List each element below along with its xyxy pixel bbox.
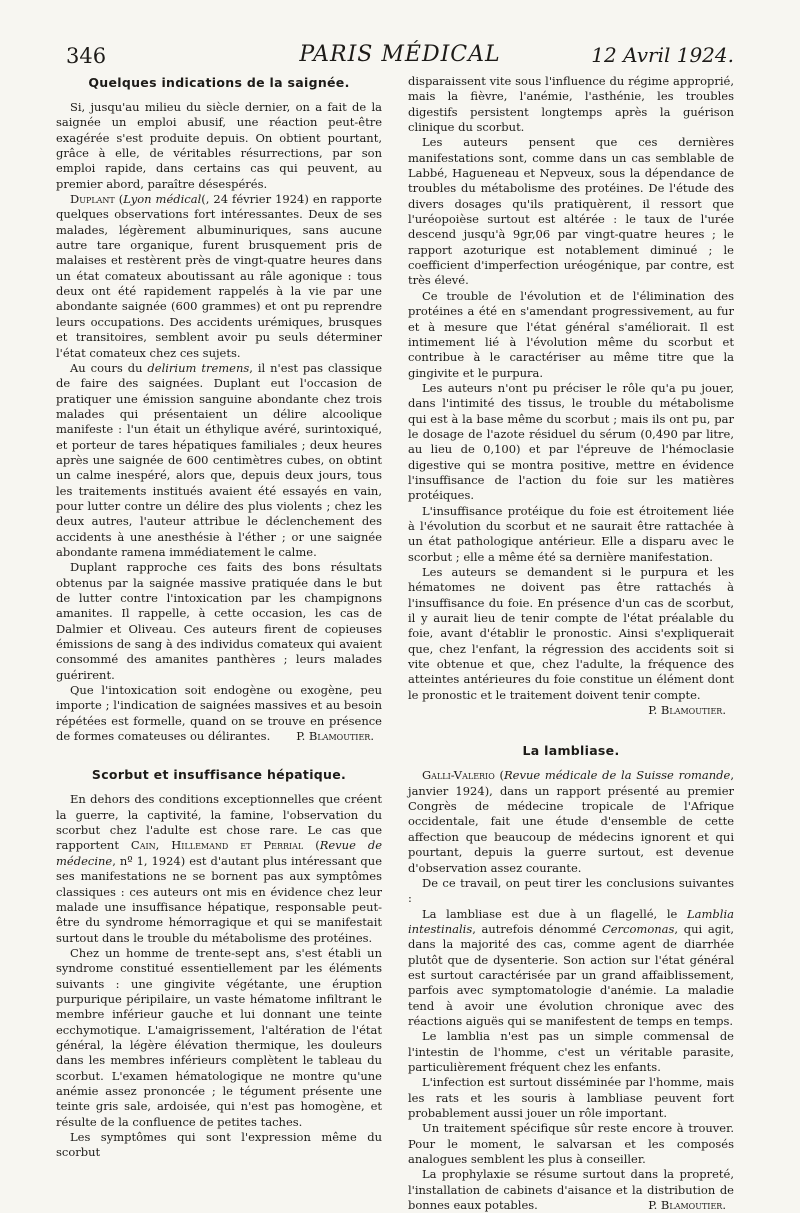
author-names: Cain, Hillemand et Perrial bbox=[130, 838, 304, 853]
author-name: Galli-Valerio bbox=[422, 768, 495, 783]
paragraph: Duplant rapproche ces faits des bons résultats obtenus par la saignée massive pratiquée dans le but de lutter contre l'intoxication par les champignons amanites. Il rappelle, à cette occasion, les cas de Dalmier et Oliveau. Ces auteurs firent de copieuses émissions de sang à des individus comateux qui avaient consommé des amanites panthères ; leurs malades guérirent. bbox=[56, 560, 382, 682]
paragraph: Duplant (Lyon médical(, 24 février 1924) en rapporte quelques observations fort intéressantes. Deux de ses malades, légèrement albuminuriques, sans aucune autre tare organique, furent brusquement pris de malaises et restèrent près de vingt-quatre heures dans un état comateux aboutissant au râle agonique : tous deux ont été rapidement rappelés à la vie par une abondante saignée (600 grammes) et ont pu reprendre leurs occupations. Des accidents urémiques, brusques et transitoires, semblent avoir pu seuls déterminer l'état comateux chez ces sujets. bbox=[56, 192, 382, 360]
signature: P. Blamoutier. bbox=[648, 1198, 726, 1213]
paragraph: En dehors des conditions exceptionnelles que créent la guerre, la captivité, la famine, l'observation du scorbut chez l'adulte est chose rare. Le cas que rapportent Cain, Hillemand et Perrial (Revue de médecine, nº 1, 1924) est d'autant plus intéressant que ses manifestations ne se bornent pas aux symptômes classiques : ces auteurs ont mis en évidence chez leur malade une insuffisance hépatique, responsable peut-être du syndrome hémorragique et qui se manifestait surtout dans le trouble du métabolisme des protéines. bbox=[56, 792, 383, 945]
source-title: Lyon médical bbox=[123, 192, 202, 207]
left-column bbox=[56, 74, 382, 1161]
genus-name: Cercomonas bbox=[601, 921, 675, 936]
source-title: Revue de médecine bbox=[56, 838, 382, 868]
paragraph: Les auteurs se demandent si le purpura et les hématomes ne doivent pas être rattachés à l'insuffisance du foie. En présence d'un cas de scorbut, il y aurait lieu de tenir compte de l'état préalable du foie, avant d'établir le pronostic. Ainsi s'expliquerait que, chez l'enfant, la régression des accidents soit si vite obtenue et que, chez l'adulte, la fréquence des atteintes antérieures du foie constitue un élément dont le pronostic et le traitement doivent tenir compte. P. Blamoutier. bbox=[408, 565, 734, 718]
page-header bbox=[66, 38, 734, 68]
paragraph: Au cours du delirium tremens, il n'est pas classique de faire des saignées. Duplant eut l'occasion de pratiquer une émission sanguine abondante chez trois malades qui présentaient un délire alcoolique manifeste : l'un était un éthylique avéré, surintoxiqué, et porteur de tares hépatiques familiales ; deux heures après une saignée de 600 centimètres cubes, on obtint un calme inespéré, alors que, depuis deux jours, tous les traitements institués avaient été essayés en vain, pour lutter contre un délire des plus violents ; chez les deux autres, l'auteur attribue le déclenchement des accidents à une anesthésie à l'éther ; or une saignée abondante ramena immédiatement le calme. bbox=[56, 360, 382, 559]
section-title-lambliase: La lambliase. bbox=[522, 743, 620, 759]
species-name: Lamblia intestinalis bbox=[408, 906, 734, 936]
paragraph: Les auteurs pensent que ces dernières manifestations sont, comme dans un cas semblable de Labbé, Hagueneau et Nepveux, sous la dépendance de troubles du métabolisme des protéines. De l'étude des divers dosages qu'ils pratiquèrent, il ressort que l'uréopoièse surtout est altérée : le taux de l'urée descend jusqu'à 9gr,06 par vingt-quatre heures ; le rapport azoturique est notablement diminué ; le coefficient d'imperfection uréogénique, par contre, est très élevé. bbox=[408, 135, 734, 288]
author-name: Duplant bbox=[70, 192, 115, 207]
section-title-scorbut: Scorbut et insuffisance hépatique. bbox=[91, 767, 347, 783]
paragraph: Le lamblia n'est pas un simple commensal de l'intestin de l'homme, c'est un véritable parasite, particulièrement fréquent chez les enfants. bbox=[408, 1029, 734, 1074]
paragraph: Chez un homme de trente-sept ans, s'est établi un syndrome constitué essentiellement par les éléments suivants : une gingivite végétante, une éruption purpurique péripilaire, un vaste hématome infiltrant le membre inférieur gauche et lui donnant une teinte ecchymotique. L'amaigrissement, l'altération de l'état général, la légère élévation thermique, les douleurs dans les membres inférieurs complètent le tableau du scorbut. L'examen hématologique ne montre qu'une anémie assez prononcée ; le tégument présente une teinte gris sale, ardoisée, qui n'est pas homogène, et résulte de la confluence de petites taches. bbox=[56, 945, 382, 1129]
right-column bbox=[408, 74, 734, 1213]
paragraph: disparaissent vite sous l'influence du régime approprié, mais la fièvre, l'anémie, l'asthénie, les troubles digestifs persistent longtemps après la guérison clinique du scorbut. bbox=[408, 74, 734, 135]
paragraph: Galli-Valerio (Revue médicale de la Suisse romande, janvier 1924), dans un rapport présenté au premier Congrès de médecine tropicale de l'Afrique occidentale, fait une étude d'ensemble de cette affection que beaucoup de médecins ignorent et qui pourtant, depuis la guerre surtout, est devenue d'observation assez courante. bbox=[408, 768, 734, 875]
signature: P. Blamoutier. bbox=[648, 703, 726, 718]
issue-date: 12 Avril 1924. bbox=[591, 43, 734, 67]
paragraph: L'infection est surtout disséminée par l'homme, mais les rats et les souris à lambliase peuvent fort probablement aussi jouer un rôle important. bbox=[408, 1075, 734, 1120]
section-title-saignee: Quelques indications de la saignée. bbox=[88, 75, 350, 90]
signature: P. Blamoutier. bbox=[296, 729, 374, 744]
paragraph: Les symptômes qui sont l'expression même du scorbut bbox=[56, 1130, 382, 1160]
source-title: Revue médicale de la Suisse romande bbox=[504, 768, 731, 783]
paragraph: Ce trouble de l'évolution et de l'élimination des protéines a été en s'amendant progressivement, au fur et à mesure que l'état général s'améliorait. Il est intimement lié à l'évolution même du scorbut et contribue à le caractériser au même titre que la gingivite et le purpura. bbox=[408, 288, 734, 380]
paragraph: Si, jusqu'au milieu du siècle dernier, on a fait de la saignée un emploi abusif, une réaction peut-être exagérée s'est produite depuis. On obtient pourtant, grâce à elle, de véritables résurrections, par son emploi rapide, dans certains cas qui peuvent, au premier abord, paraître désespérés. bbox=[56, 100, 382, 191]
paragraph: L'insuffisance protéique du foie est étroitement liée à l'évolution du scorbut et ne saurait être rattachée à un état pathologique antérieur. Elle a disparu avec le scorbut ; elle a même été sa dernière manifestation. bbox=[408, 503, 734, 564]
paragraph: De ce travail, on peut tirer les conclusions suivantes : bbox=[408, 875, 734, 906]
paragraph: La prophylaxie se résume surtout dans la propreté, l'installation de cabinets d'aisance et la distribution de bonnes eaux potables. P. Blamoutier. bbox=[408, 1167, 734, 1213]
paragraph: Que l'intoxication soit endogène ou exogène, peu importe ; l'indication de saignées massives et au besoin répétées est formelle, quand on se trouve en présence de formes comateuses ou délirantes. P. Blamoutier. bbox=[56, 683, 382, 744]
term: delirium tremens bbox=[147, 360, 250, 375]
journal-title: PARIS MÉDICAL bbox=[299, 42, 501, 67]
page-number: 346 bbox=[66, 44, 107, 68]
paragraph: La lambliase est due à un flagellé, le Lamblia intestinalis, autrefois dénommé Cercomonas, qui agit, dans la majorité des cas, comme agent de diarrhée plutôt que de dysenterie. Son action sur l'état général est surtout caractérisée par un grand affaiblissement, parfois avec symptomatologie d'anémie. La maladie tend à avoir une évolution chronique avec des réactions aiguës qui se manifestent de temps en temps. bbox=[408, 906, 735, 1028]
paragraph: Les auteurs n'ont pu préciser le rôle qu'a pu jouer, dans l'intimité des tissus, le trouble du métabolisme qui est à la base même du scorbut ; mais ils ont pu, par le dosage de l'azote résiduel du sérum (0,490 par litre, au lieu de 0,100) et par l'épreuve de l'hémoclasie digestive qui se montra positive, mettre en évidence l'insuffisance de l'action du foie sur les matières protéiques. bbox=[408, 380, 734, 503]
paragraph: Un traitement spécifique sûr reste encore à trouver. Pour le moment, le salvarsan et les composés analogues semblent les plus à conseiller. bbox=[408, 1121, 734, 1167]
